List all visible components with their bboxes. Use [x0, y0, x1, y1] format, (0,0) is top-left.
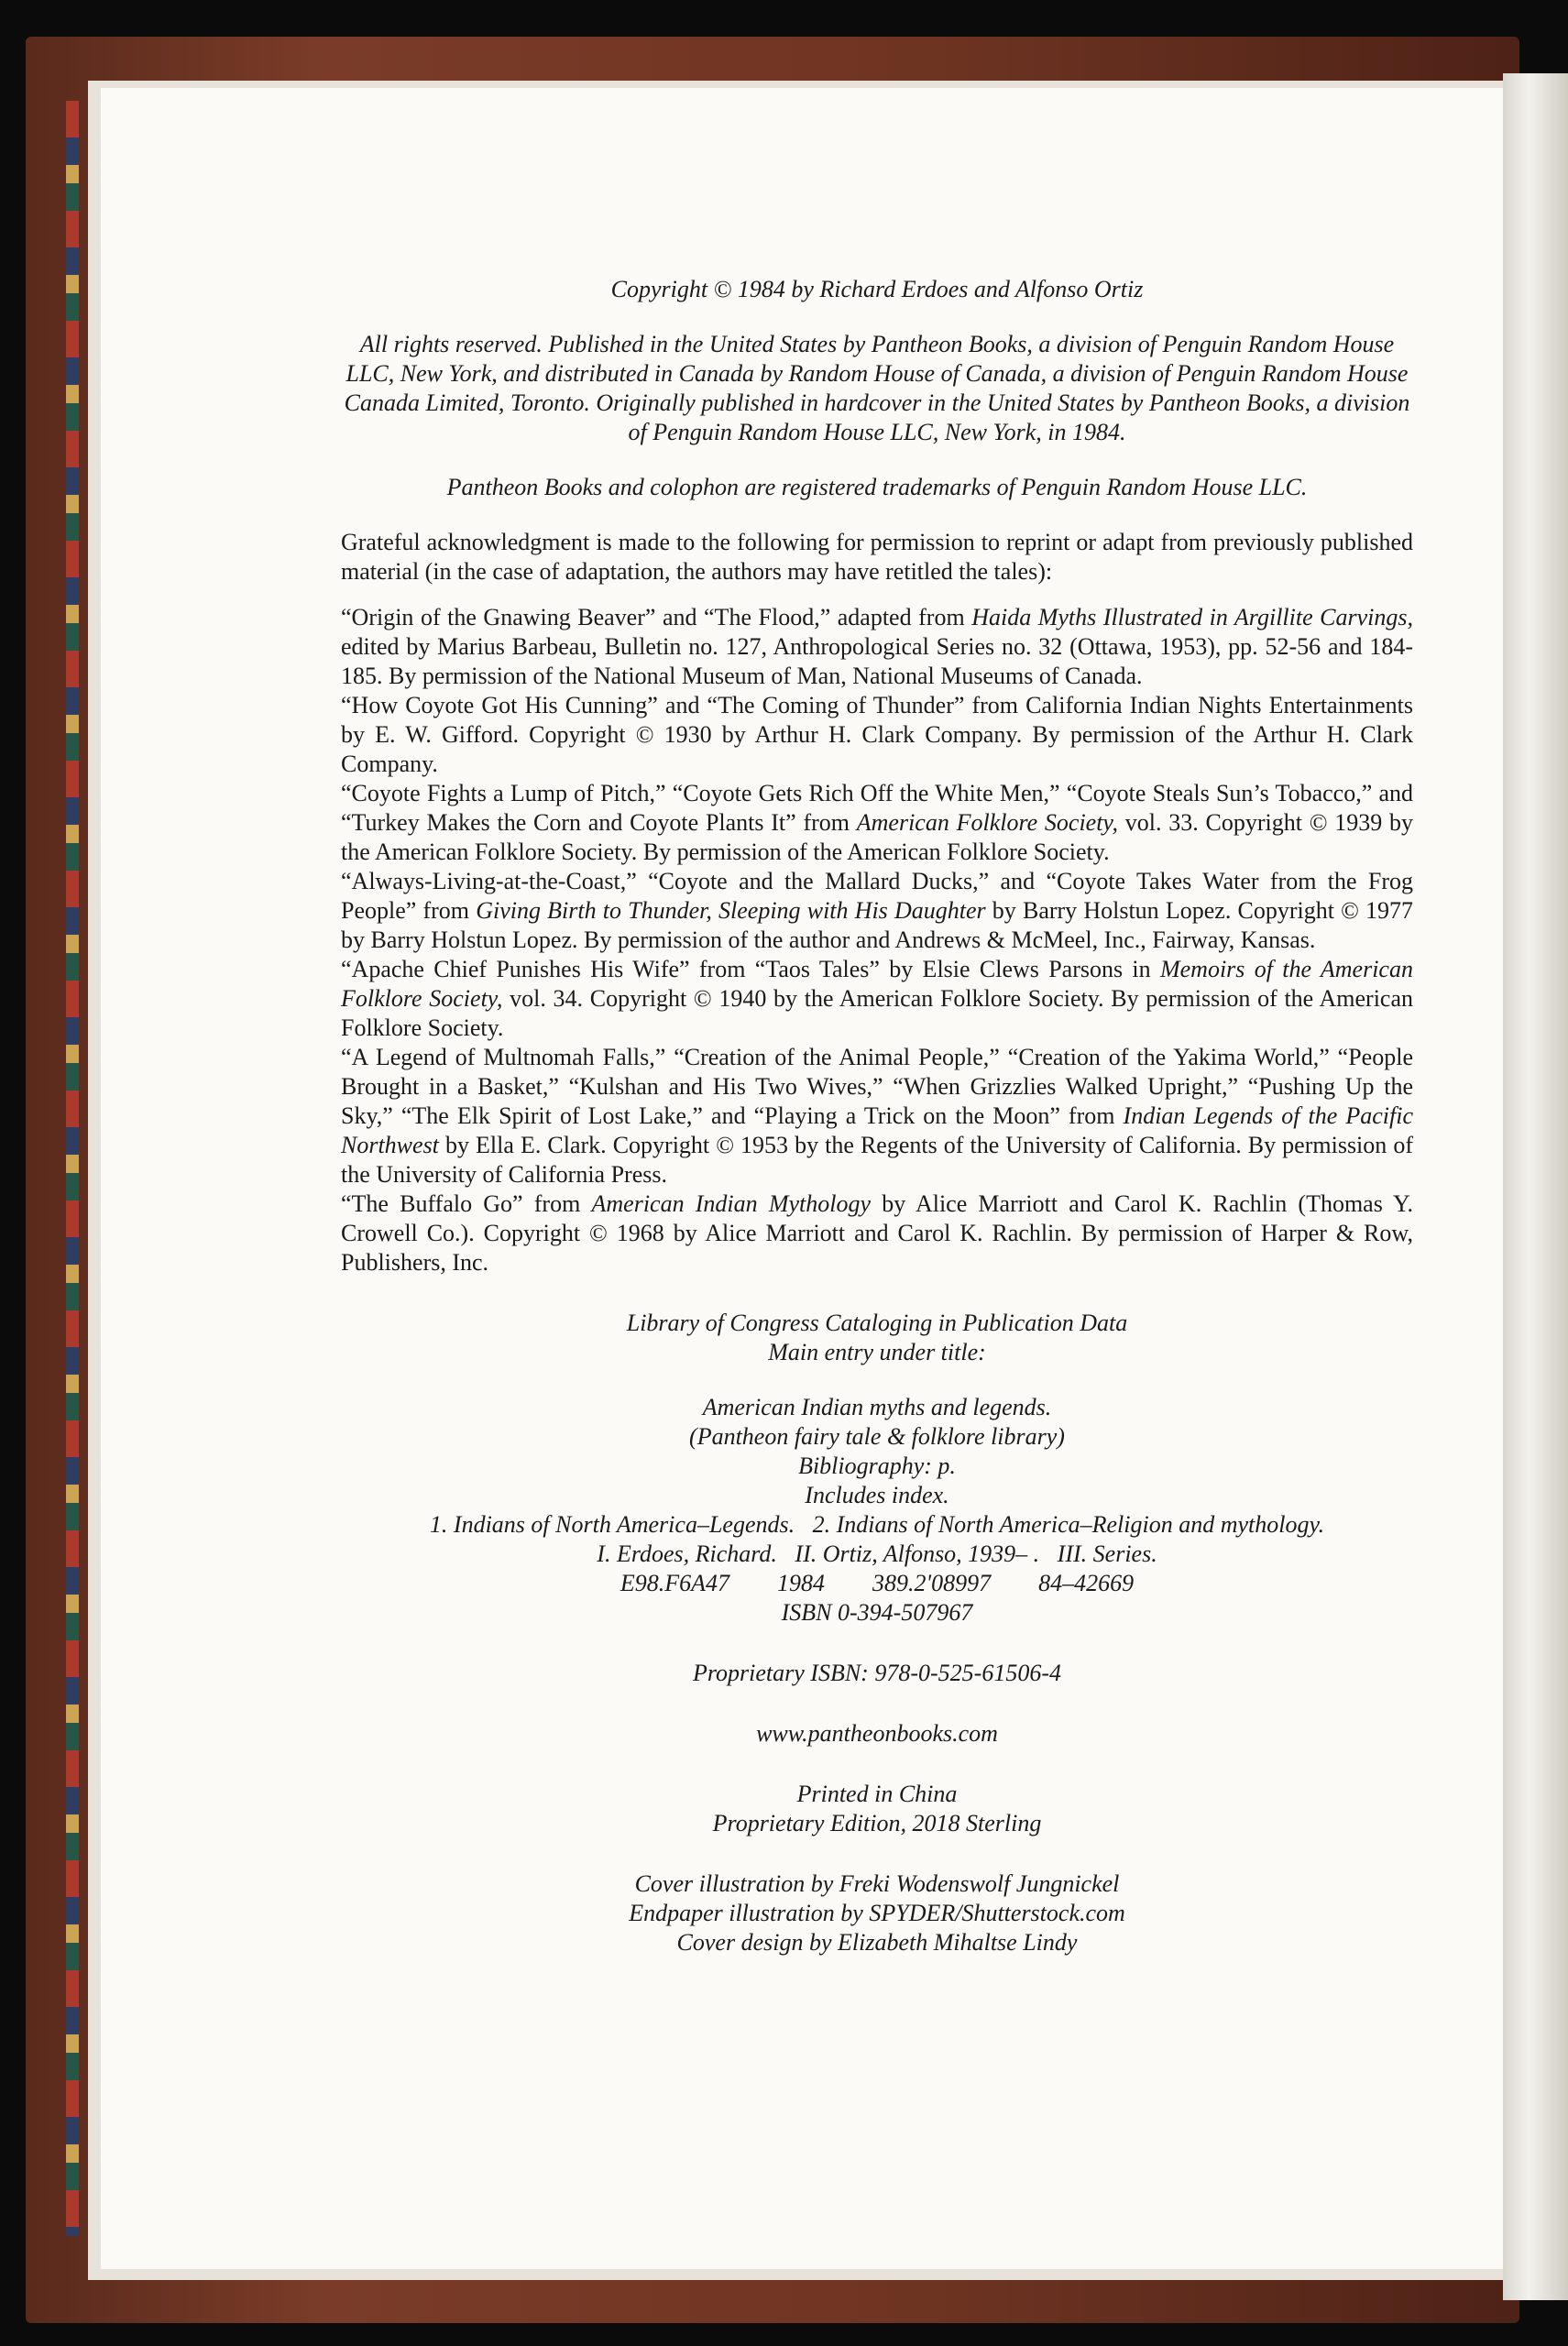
endpaper-edge	[66, 101, 79, 2236]
copyright-line: Copyright © 1984 by Richard Erdoes and Alfonso Ortiz	[610, 276, 1144, 302]
cover-design-credit: Cover design by Elizabeth Mihaltse Lindy	[676, 1929, 1078, 1956]
endpaper-illustration-credit: Endpaper illustration by SPYDER/Shutterstock.com	[629, 1900, 1125, 1926]
website: www.pantheonbooks.com	[756, 1720, 998, 1747]
proprietary-isbn: Proprietary ISBN: 978-0-525-61506-4	[693, 1660, 1061, 1686]
credit-item: “Origin of the Gnawing Beaver” and “The Flood,” adapted from Haida Myths Illustrated in Argillite Carvings, edited by Marius Barbeau, Bulletin no. 127, Anthropological Series no. 32 (Ottawa, 1953), pp. 52-56 and 184-185. By permission of the National Museum of Man, National Museums of Canada.	[341, 604, 1413, 689]
cip-bibliography: Bibliography: p.	[798, 1453, 956, 1479]
cover-illustration-credit: Cover illustration by Freki Wodenswolf Jungnickel	[634, 1870, 1120, 1897]
credit-item: “Coyote Fights a Lump of Pitch,” “Coyote Gets Rich Off the White Men,” “Coyote Steals Sun’s Tobacco,” and “Turkey Makes the Corn and Coyote Plants It” from American Folklore Society, vol. 33. Copyright © 1939 by the American Folklore Society. By permission of the American Folklore Society.	[341, 780, 1413, 865]
cip-subjects: 1. Indians of North America–Legends. 2. Indians of North America–Religion and mythology.	[429, 1511, 1325, 1538]
cip-series: (Pantheon fairy tale & folklore library)	[689, 1423, 1065, 1450]
cip-heading: Library of Congress Cataloging in Publication Data	[626, 1310, 1128, 1336]
cip-isbn: ISBN 0-394-507967	[781, 1599, 973, 1626]
printed-in: Printed in China	[796, 1781, 958, 1807]
trademark-statement: Pantheon Books and colophon are registered trademarks of Penguin Random House LLC.	[446, 474, 1308, 500]
credit-item: “The Buffalo Go” from American Indian Mythology by Alice Marriott and Carol K. Rachlin (Thomas Y. Crowell Co.). Copyright © 1968 by Alice Marriott and Carol K. Rachlin. By permission of Harper & Row, Publishers, Inc.	[341, 1190, 1413, 1276]
credit-item: “Apache Chief Punishes His Wife” from “Taos Tales” by Elsie Clews Parsons in Memoirs of the American Folklore Society, vol. 34. Copyright © 1940 by the American Folklore Society. By permission of the American Folklore Society.	[341, 956, 1413, 1041]
cip-block	[341, 1309, 1413, 1628]
cip-entries: I. Erdoes, Richard. II. Ortiz, Alfonso, 1939– . III. Series.	[597, 1540, 1157, 1567]
cip-classification: E98.F6A47 1984 389.2'08997 84–42669	[620, 1570, 1135, 1596]
page-block-edge	[1503, 73, 1568, 2300]
credit-item: “Always-Living-at-the-Coast,” “Coyote and the Mallard Ducks,” and “Coyote Takes Water from the Frog People” from Giving Birth to Thunder, Sleeping with His Daughter by Barry Holstun Lopez. Copyright © 1977 by Barry Holstun Lopez. By permission of the author and Andrews & McMeel, Inc., Fairway, Kansas.	[341, 868, 1414, 953]
acknowledgment-intro: Grateful acknowledgment is made to the following for permission to reprint or adapt from previously published material (in the case of adaptation, the authors may have retitled the tales):	[341, 529, 1413, 585]
credit-item: “A Legend of Multnomah Falls,” “Creation of the Animal People,” “Creation of the Yakima World,” “People Brought in a Basket,” “Kulshan and His Two Wives,” “When Grizzlies Walked Upright,” “Pushing Up the Sky,” “The Elk Spirit of Lost Lake,” and “Playing a Trick on the Moon” from Indian Legends of the Pacific Northwest by Ella E. Clark. Copyright © 1953 by the Regents of the University of California. By permission of the University of California Press.	[341, 1044, 1413, 1188]
credits-list	[341, 603, 1413, 1277]
cip-subheading: Main entry under title:	[768, 1339, 986, 1365]
copyright-content	[341, 275, 1413, 1957]
credit-item: “How Coyote Got His Cunning” and “The Coming of Thunder” from California Indian Nights Entertainments by E. W. Gifford. Copyright © 1930 by Arthur H. Clark Company. By permission of the Arthur H. Clark Company.	[341, 692, 1413, 777]
cip-title: American Indian myths and legends.	[702, 1394, 1052, 1420]
edition-note: Proprietary Edition, 2018 Sterling	[712, 1810, 1042, 1836]
rights-statement: All rights reserved. Published in the United States by Pantheon Books, a division of Penguin Random House LLC, New York, and distributed in Canada by Random House of Canada, a division of Penguin Random House Canada Limited, Toronto. Originally published in hardcover in the United States by Pantheon Books, a division of Penguin Random House LLC, New York, in 1984.	[344, 331, 1410, 445]
cip-index: Includes index.	[805, 1482, 949, 1508]
